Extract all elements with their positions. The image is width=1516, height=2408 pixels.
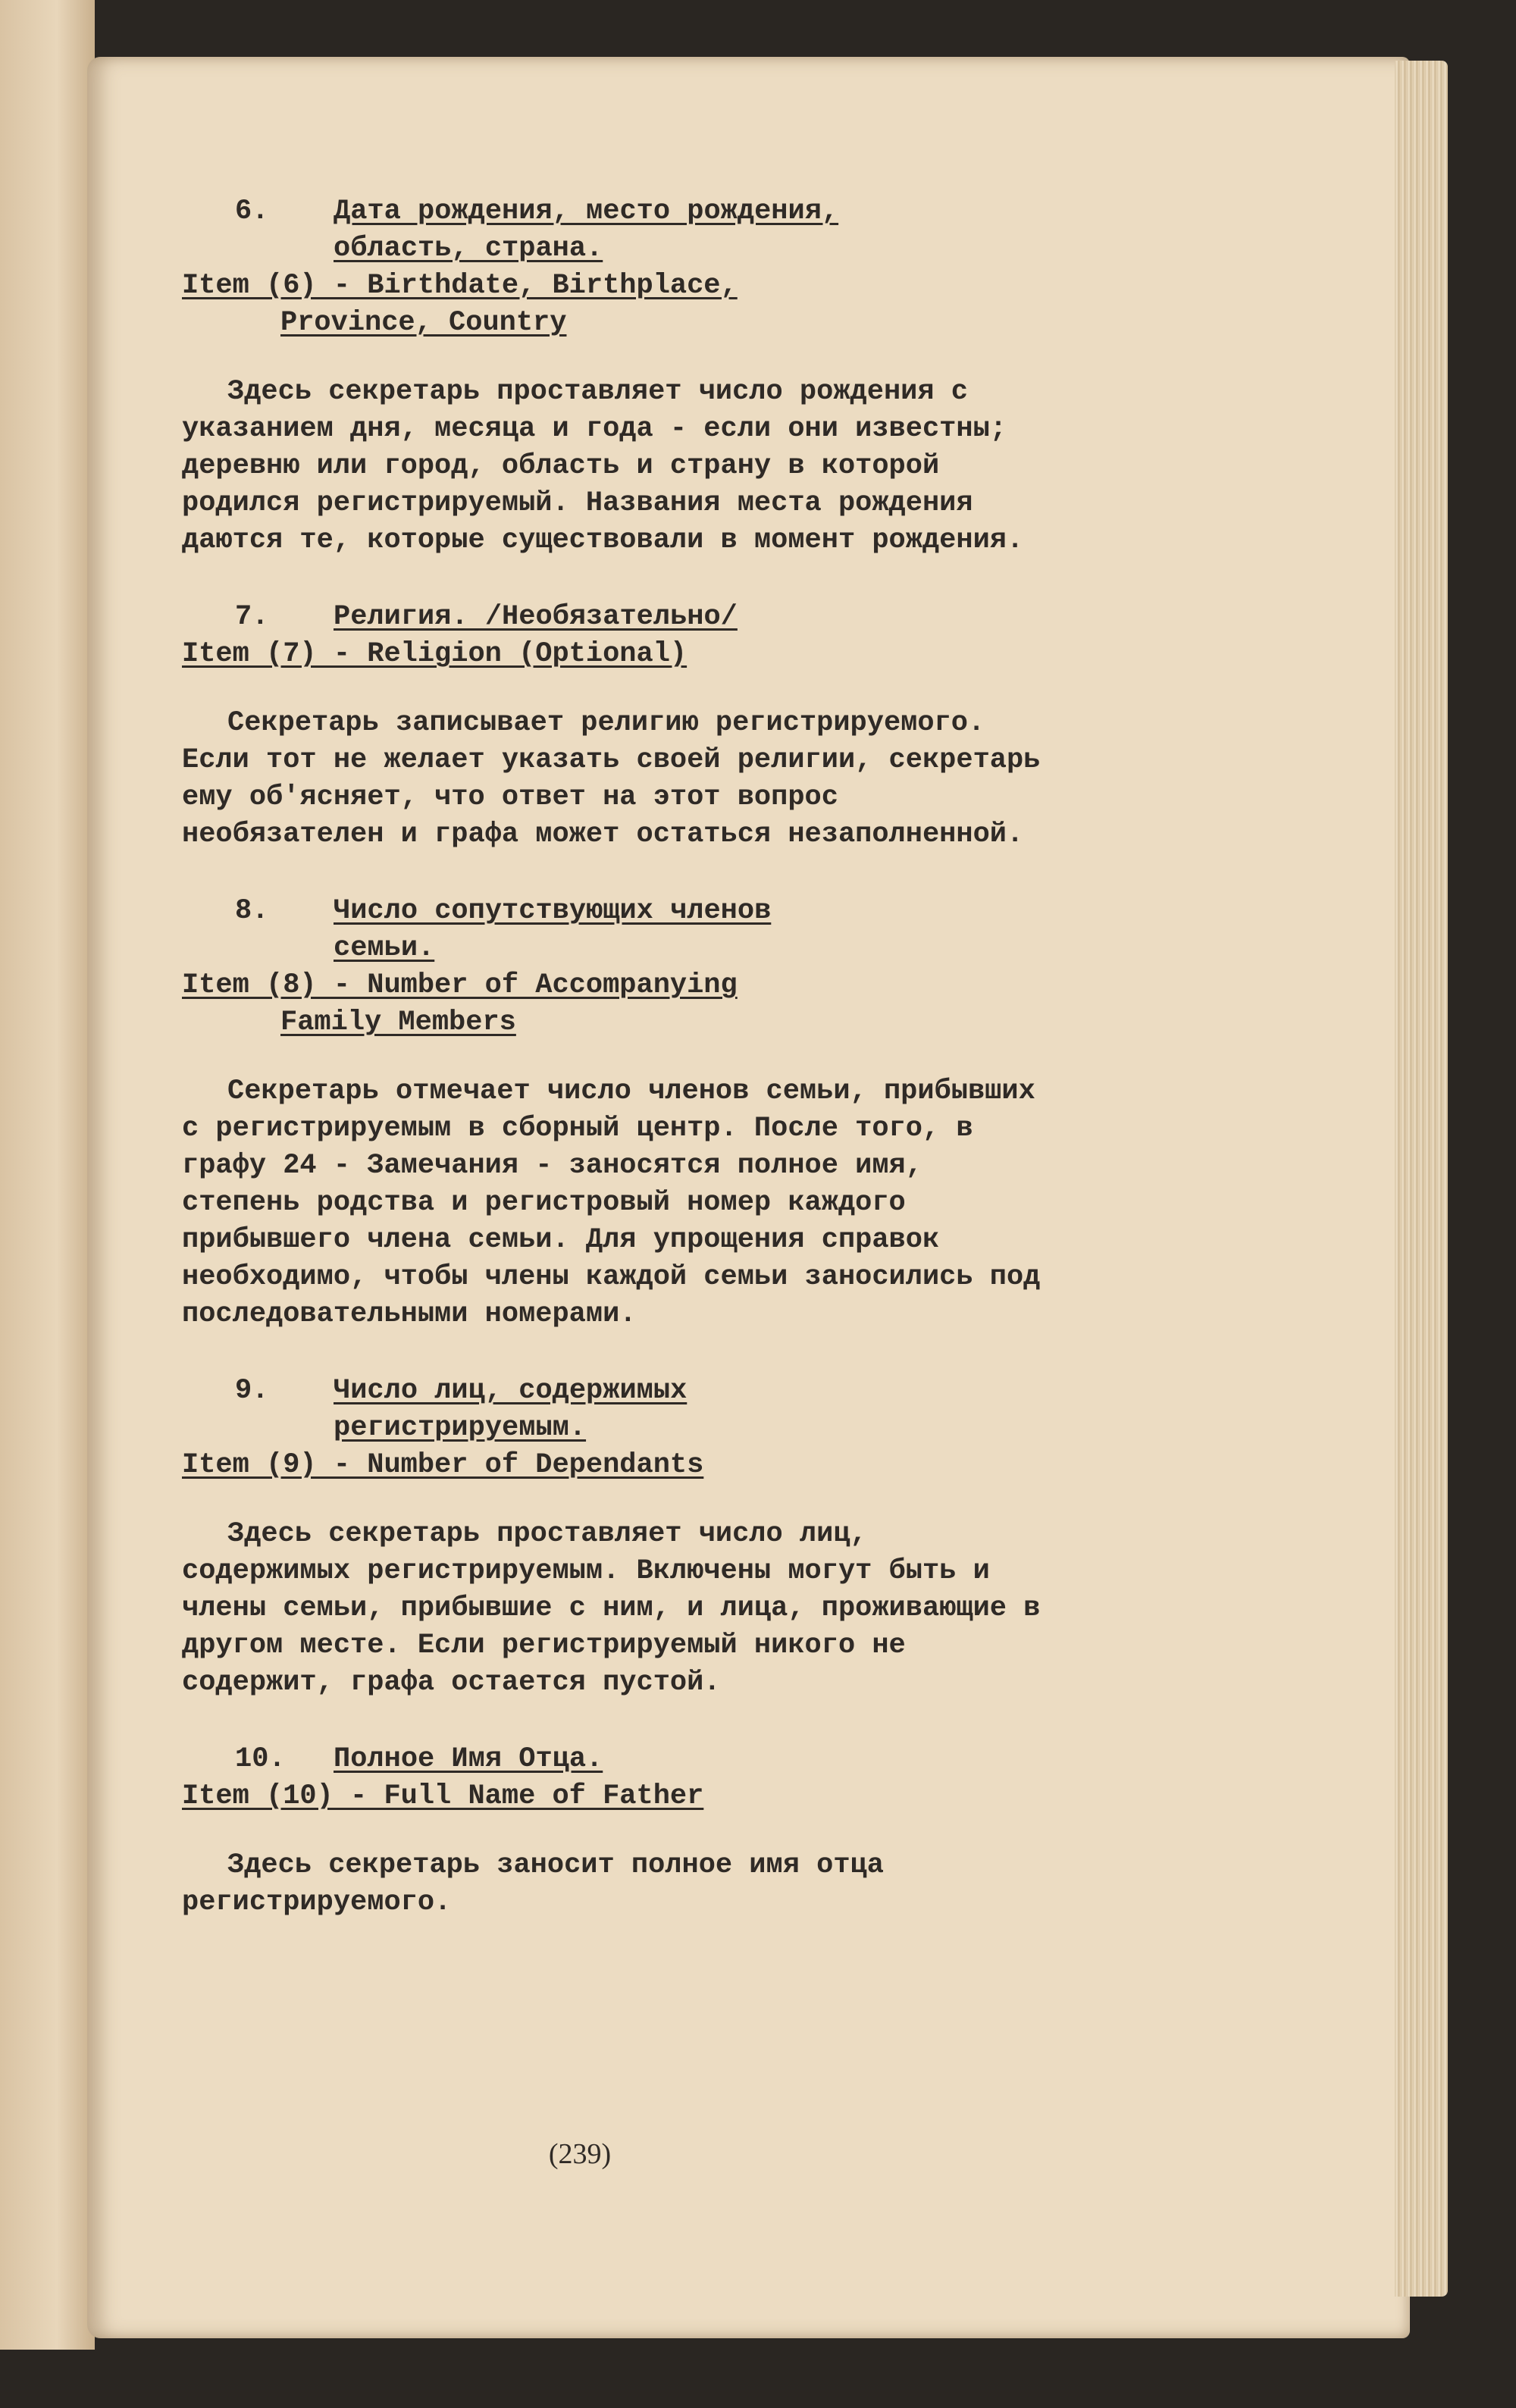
- section-number: 10.: [235, 1743, 286, 1775]
- heading-ru-line2: регистрируемым.: [334, 1412, 587, 1444]
- section-heading-ru: [182, 1373, 1046, 1447]
- heading-ru-line2: семьи.: [334, 932, 435, 964]
- section-heading-en: [182, 636, 1046, 673]
- facing-page-edge: [0, 0, 95, 2350]
- section-number: 6.: [235, 196, 269, 227]
- page-number: (239): [548, 2138, 612, 2170]
- section-heading-en: [182, 967, 1046, 1041]
- heading-en-line1: Item (10) - Full Name of Father: [182, 1780, 704, 1812]
- section-heading-en: [182, 1778, 1046, 1815]
- section-number: 8.: [235, 895, 269, 927]
- heading-en-line1: Item (8) - Number of Accompanying: [182, 969, 738, 1001]
- section-body: Здесь секретарь проставляет число рождения с указанием дня, месяца и года - если они известны; деревню или город, область и страну в которой родился регистрируемый. Названия места рождения даются те, которые существовали в момент рождения.: [182, 376, 1024, 556]
- section-heading-ru: [182, 599, 1046, 636]
- section-body: Здесь секретарь заносит полное имя отца регистрируемого.: [182, 1849, 884, 1918]
- section-body: Здесь секретарь проставляет число лиц, содержимых регистрируемым. Включены могут быть и члены семьи, прибывшие с ним, и лица, проживающие в другом месте. Если регистрируемый никого не содержит, графа остается пустой.: [182, 1518, 1041, 1699]
- heading-en-line1: Item (9) - Number of Dependants: [182, 1449, 704, 1481]
- section-number: 9.: [235, 1375, 269, 1407]
- section-heading-en: [182, 1447, 1046, 1484]
- heading-ru-line1: Религия. /Необязательно/: [334, 601, 738, 633]
- heading-en-line1: Item (7) - Religion (Optional): [182, 638, 688, 670]
- heading-en-line2: Province, Country: [280, 307, 567, 339]
- section-heading-ru: [182, 1741, 1046, 1778]
- section-body: Секретарь отмечает число членов семьи, прибывших с регистрируемым в сборный центр. После того, в графу 24 - Замечания - заносятся полное имя, степень родства и регистровый номер каждого прибывшего члена семьи. Для упрощения справок необходимо, чтобы члены каждой семьи заносились под последовательными номерами.: [182, 1076, 1041, 1330]
- section-8: [182, 893, 1046, 1333]
- section-6: [182, 193, 1046, 559]
- heading-ru-line1: Число сопутствующих членов: [334, 895, 772, 927]
- document-text: [182, 193, 1046, 1961]
- heading-ru-line1: Число лиц, содержимых: [334, 1375, 688, 1407]
- heading-ru-line2: область, страна.: [334, 233, 603, 265]
- section-body: Секретарь записывает религию регистрируемого. Если тот не желает указать своей религии, секретарь ему об'ясняет, что ответ на этот вопрос необязателен и графа может остаться незаполненной.: [182, 707, 1041, 850]
- heading-en-line1: Item (6) - Birthdate, Birthplace,: [182, 270, 738, 302]
- section-heading-en: [182, 268, 1046, 342]
- section-7: [182, 599, 1046, 853]
- section-number: 7.: [235, 601, 269, 633]
- page-stack-edges: [1395, 61, 1448, 2297]
- section-heading-ru: [182, 193, 1046, 268]
- section-heading-ru: [182, 893, 1046, 967]
- section-9: [182, 1373, 1046, 1702]
- section-10: [182, 1741, 1046, 1921]
- heading-en-line2: Family Members: [280, 1007, 516, 1038]
- heading-ru-line1: Полное Имя Отца.: [334, 1743, 603, 1775]
- heading-ru-line1: Дата рождения, место рождения,: [334, 196, 839, 227]
